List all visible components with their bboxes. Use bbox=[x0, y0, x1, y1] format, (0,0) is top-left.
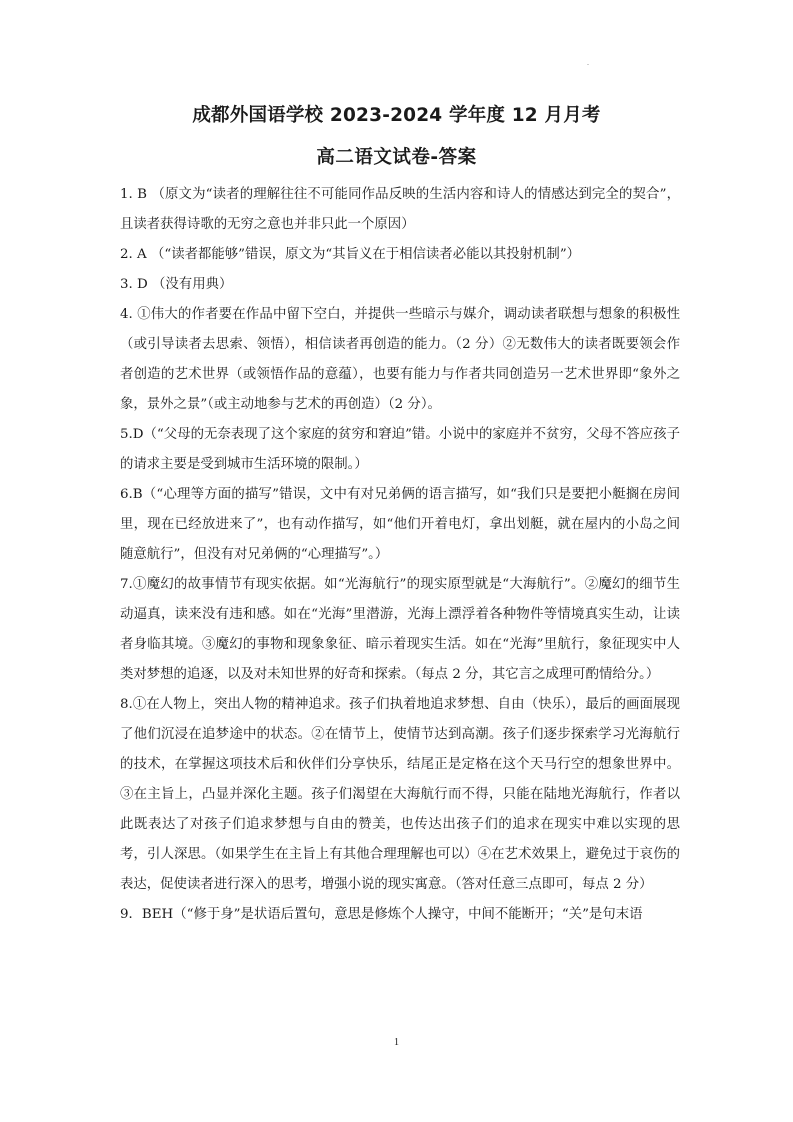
scan-mark bbox=[587, 64, 589, 65]
answer-6: 6.B（“心理等方面的描写”错误，文中有对兄弟俩的语言描写，如“我们只是要把小艇搁在房间里，现在已经放进来了”，也有动作描写，如“他们开着电灯，拿出划艇，就在屋内的小岛之间随意航行”，但没有对兄弟俩的“心理描写”。） bbox=[120, 487, 680, 562]
answer-list bbox=[120, 180, 680, 930]
answer-9: 9．BEH（“修于身”是状语后置句，意思是修炼个人操守，中间不能断开；“关”是句末语 bbox=[120, 907, 643, 922]
answer-7: 7.①魔幻的故事情节有现实依据。如“光海航行”的现实原型就是“大海航行”。②魔幻的细节生动逼真，读来没有违和感。如在“光海”里潜游，光海上漂浮着各种物件等情境真实生动，让读者身临其境。③魔幻的事物和现象象征、暗示着现实生活。如在“光海”里航行，象征现实中人类对梦想的追逐，以及对未知世界的好奇和探索。（每点 2 分，其它言之成理可酌情给分。） bbox=[120, 577, 680, 682]
answer-8: 8.①在人物上，突出人物的精神追求。孩子们执着地追求梦想、自由（快乐），最后的画面展现了他们沉浸在追梦途中的状态。②在情节上，使情节达到高潮。孩子们逐步探索学习光海航行的技术，在掌握这项技术后和伙伴们分享快乐，结尾正是定格在这个天马行空的想象世界中。③在主旨上，凸显并深化主题。孩子们渴望在大海航行而不得，只能在陆地光海航行，作者以此既表达了对孩子们追求梦想与自由的赞美，也传达出孩子们的追求在现实中难以实现的思考，引人深思。（如果学生在主旨上有其他合理理解也可以）④在艺术效果上，避免过于哀伤的表达，促使读者进行深入的思考，增强小说的现实寓意。（答对任意三点即可，每点 2 分） bbox=[120, 697, 680, 892]
document-title: 成都外国语学校 2023-2024 学年度 12 月月考 bbox=[192, 105, 601, 126]
answer-3: 3. D （没有用典） bbox=[120, 277, 233, 292]
answer-5: 5.D（“父母的无奈表现了这个家庭的贫穷和窘迫”错。小说中的家庭并不贫穷，父母不答应孩子的请求主要是受到城市生活环境的限制。） bbox=[120, 427, 680, 472]
answer-4: 4. ①伟大的作者要在作品中留下空白，并提供一些暗示与媒介，调动读者联想与想象的积极性（或引导读者去思索、领悟），相信读者再创造的能力。（2 分）②无数伟大的读者既要领会作者创造的艺术世界（或领悟作品的意蕴），也要有能力与作者共同创造另一艺术世界即“象外之象，景外之景”（或主动地参与艺术的再创造）（2 分）。 bbox=[120, 307, 680, 412]
document-subtitle: 高二语文试卷-答案 bbox=[316, 147, 477, 168]
page-number: 1 bbox=[394, 1037, 399, 1048]
answer-1: 1. B （原文为“读者的理解往往不可能同作品反映的生活内容和诗人的情感达到完全的契合”，且读者获得诗歌的无穷之意也并非只此一个原因） bbox=[120, 187, 680, 232]
answer-2: 2. A （“读者都能够”错误，原文为“其旨义在于相信读者必能以其投射机制”） bbox=[120, 247, 581, 262]
